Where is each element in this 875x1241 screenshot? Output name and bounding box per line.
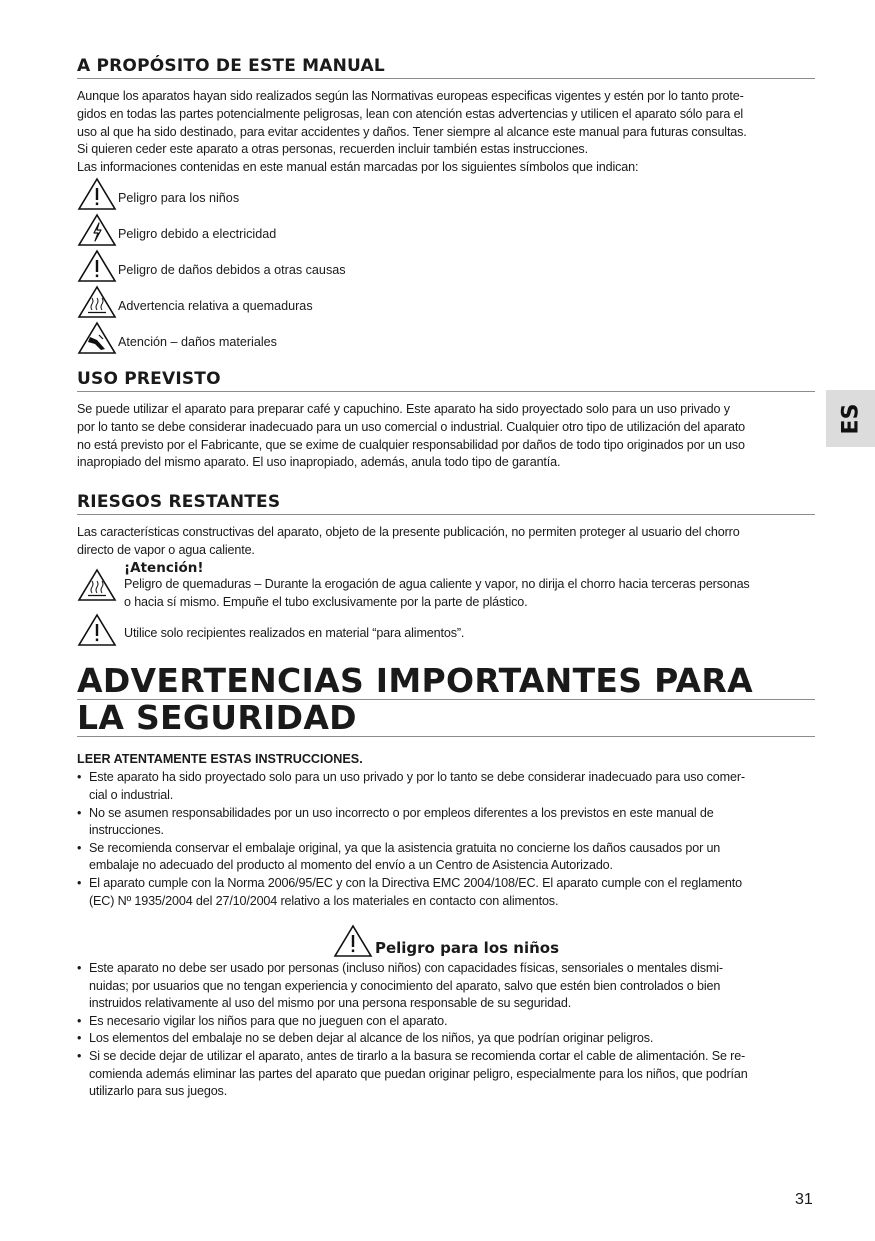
hot-surface-triangle-icon xyxy=(77,568,117,602)
text-line: Aunque los aparatos hayan sido realizados según las Normativas europeas especificas vigentes y estén por lo tanto prote- xyxy=(77,89,744,103)
symbol-label: Advertencia relativa a quemaduras xyxy=(118,298,313,313)
symbol-row-material-damage xyxy=(77,319,815,355)
text-line: inapropiado del mismo aparato. El uso inapropiado, además, anula todo tipo de garantía. xyxy=(77,455,561,470)
text-line: o hacia sí mismo. Empuñe el tubo exclusivamente por la parte de plástico. xyxy=(124,594,528,609)
language-tab xyxy=(826,390,875,447)
material-damage-triangle-icon xyxy=(77,321,117,355)
text-line: directo de vapor o agua caliente. xyxy=(77,542,255,557)
exclamation-triangle-icon xyxy=(77,613,117,647)
symbol-row-children xyxy=(77,175,815,211)
language-tab-label: ES xyxy=(838,403,863,434)
title-line: ADVERTENCIAS IMPORTANTES PARA xyxy=(77,663,815,700)
list-item xyxy=(77,769,815,804)
symbol-row-electricity xyxy=(77,211,815,247)
exclamation-triangle-icon xyxy=(77,249,117,283)
text-line: • Es necesario vigilar los niños para que no jueguen con el aparato. xyxy=(89,1013,448,1028)
text-line: cial o industrial. xyxy=(89,787,174,802)
list-item xyxy=(77,805,815,840)
exclamation-triangle-icon xyxy=(333,924,373,958)
text-line: Si quieren ceder este aparato a otras personas, recuerden incluir también estas instrucciones. xyxy=(77,142,588,157)
electric-triangle-icon xyxy=(77,213,117,247)
burn-warning-block xyxy=(77,560,815,612)
residual-risks-paragraph xyxy=(77,524,815,560)
intended-use-paragraph xyxy=(77,401,815,472)
text-line: • Este aparato ha sido proyectado solo para un uso privado y por lo tanto se debe considerar inadecuado para uso comer- xyxy=(89,770,745,785)
text-line: Las características constructivas del aparato, objeto de la presente publicación, no permiten proteger al usuario del chorro xyxy=(77,525,740,540)
text-line: Peligro de quemaduras – Durante la erogación de agua caliente y vapor, no dirija el chorro hacia terceras personas xyxy=(124,576,750,591)
burn-warning-text xyxy=(124,560,815,612)
list-item xyxy=(77,1030,815,1048)
title-line: LA SEGURIDAD xyxy=(77,700,815,737)
symbol-row-burns xyxy=(77,283,815,319)
text-line: (EC) Nº 1935/2004 del 27/10/2004 relativo a los materiales en contacto con alimentos. xyxy=(89,893,559,908)
symbol-row-other-causes xyxy=(77,247,815,283)
food-container-warning xyxy=(77,611,815,647)
section-title-intended-use: USO PREVISTO xyxy=(77,369,815,392)
text-line: instrucciones. xyxy=(89,823,164,838)
text-line: por lo tanto se debe considerar inadecuado para un uso comercial o industrial. Cualquier otro tipo de utilización del aparato xyxy=(77,419,746,434)
read-instructions-lead: LEER ATENTAMENTE ESTAS INSTRUCCIONES. xyxy=(77,752,363,767)
list-item xyxy=(77,875,815,910)
list-item xyxy=(77,1048,815,1101)
food-container-warning-text: Utilice solo recipientes realizados en material “para alimentos”. xyxy=(124,625,465,640)
text-line: utilizarlo para sus juegos. xyxy=(89,1084,228,1099)
symbol-label: Peligro para los niños xyxy=(118,190,240,205)
about-manual-paragraph xyxy=(77,88,815,177)
section-title-residual-risks: RIESGOS RESTANTES xyxy=(77,492,815,515)
symbol-label: Peligro debido a electricidad xyxy=(118,226,277,241)
manual-page xyxy=(77,56,815,1101)
page-number: 31 xyxy=(795,1191,813,1208)
attention-heading: ¡Atención! xyxy=(124,559,204,576)
children-danger-title: Peligro para los niños xyxy=(374,939,560,958)
section-title-about-manual: A PROPÓSITO DE ESTE MANUAL xyxy=(77,56,815,79)
text-line: Las informaciones contenidas en este manual están marcadas por los siguientes símbolos que indican: xyxy=(77,160,639,175)
text-line: comienda además eliminar las partes del aparato que puedan originar peligro, especialmente para los niños, que podrían xyxy=(89,1066,748,1081)
text-line: • Los elementos del embalaje no se deben dejar al alcance de los niños, ya que podrían originar peligros. xyxy=(89,1031,654,1046)
text-line: instruidos relativamente al uso del mismo por una persona responsable de su seguridad. xyxy=(89,996,572,1011)
text-line: Se puede utilizar el aparato para preparar café y capuchino. Este aparato ha sido proyectado solo para un uso privado y xyxy=(77,401,730,416)
list-item xyxy=(77,840,815,875)
safety-bullet-list xyxy=(77,769,815,910)
list-item xyxy=(77,960,815,1013)
text-line: nuidas; por usuarios que no tengan experiencia y conocimiento del aparato, salvo que estén bien controlados o bien xyxy=(89,978,721,993)
text-line: • Este aparato no debe ser usado por personas (incluso niños) con capacidades físicas, sensoriales o mentales dismi- xyxy=(89,961,723,976)
text-line: • El aparato cumple con la Norma 2006/95/EC y con la Directiva EMC 2004/108/EC. El aparato cumple con el reglamento xyxy=(89,875,742,890)
children-danger-heading xyxy=(77,924,815,958)
text-line: • Se recomienda conservar el embalaje original, ya que la asistencia gratuita no concierne los daños causados por un xyxy=(89,840,721,855)
exclamation-triangle-icon xyxy=(77,177,117,211)
hot-surface-triangle-icon xyxy=(77,285,117,319)
text-line: • No se asumen responsabilidades por un uso incorrecto o por empleos diferentes a los previstos en este manual de xyxy=(89,805,714,820)
symbol-label: Peligro de daños debidos a otras causas xyxy=(118,262,346,277)
symbol-label: Atención – daños materiales xyxy=(118,334,277,349)
children-bullet-list xyxy=(77,960,815,1101)
safety-warnings-title xyxy=(77,663,815,737)
text-line: no está previsto por el Fabricante, que se exime de cualquier responsabilidad por daños de todo tipo originados por un uso xyxy=(77,437,745,452)
text-line: gidos en todas las partes potencialmente peligrosas, lean con atención estas advertencias y utilicen el aparato sólo para el xyxy=(77,106,744,121)
text-line: uso al que ha sido destinado, para evitar accidentes y daños. Tener siempre al alcance este manual para futuras consultas. xyxy=(77,124,747,139)
text-line: • Si se decide dejar de utilizar el aparato, antes de tirarlo a la basura se recomienda cortar el cable de alimentación. Se re- xyxy=(89,1049,746,1064)
text-line: embalaje no adecuado del producto al momento del envío a un Centro de Asistencia Autorizado. xyxy=(89,858,613,873)
symbol-legend xyxy=(77,175,815,355)
list-item xyxy=(77,1013,815,1031)
